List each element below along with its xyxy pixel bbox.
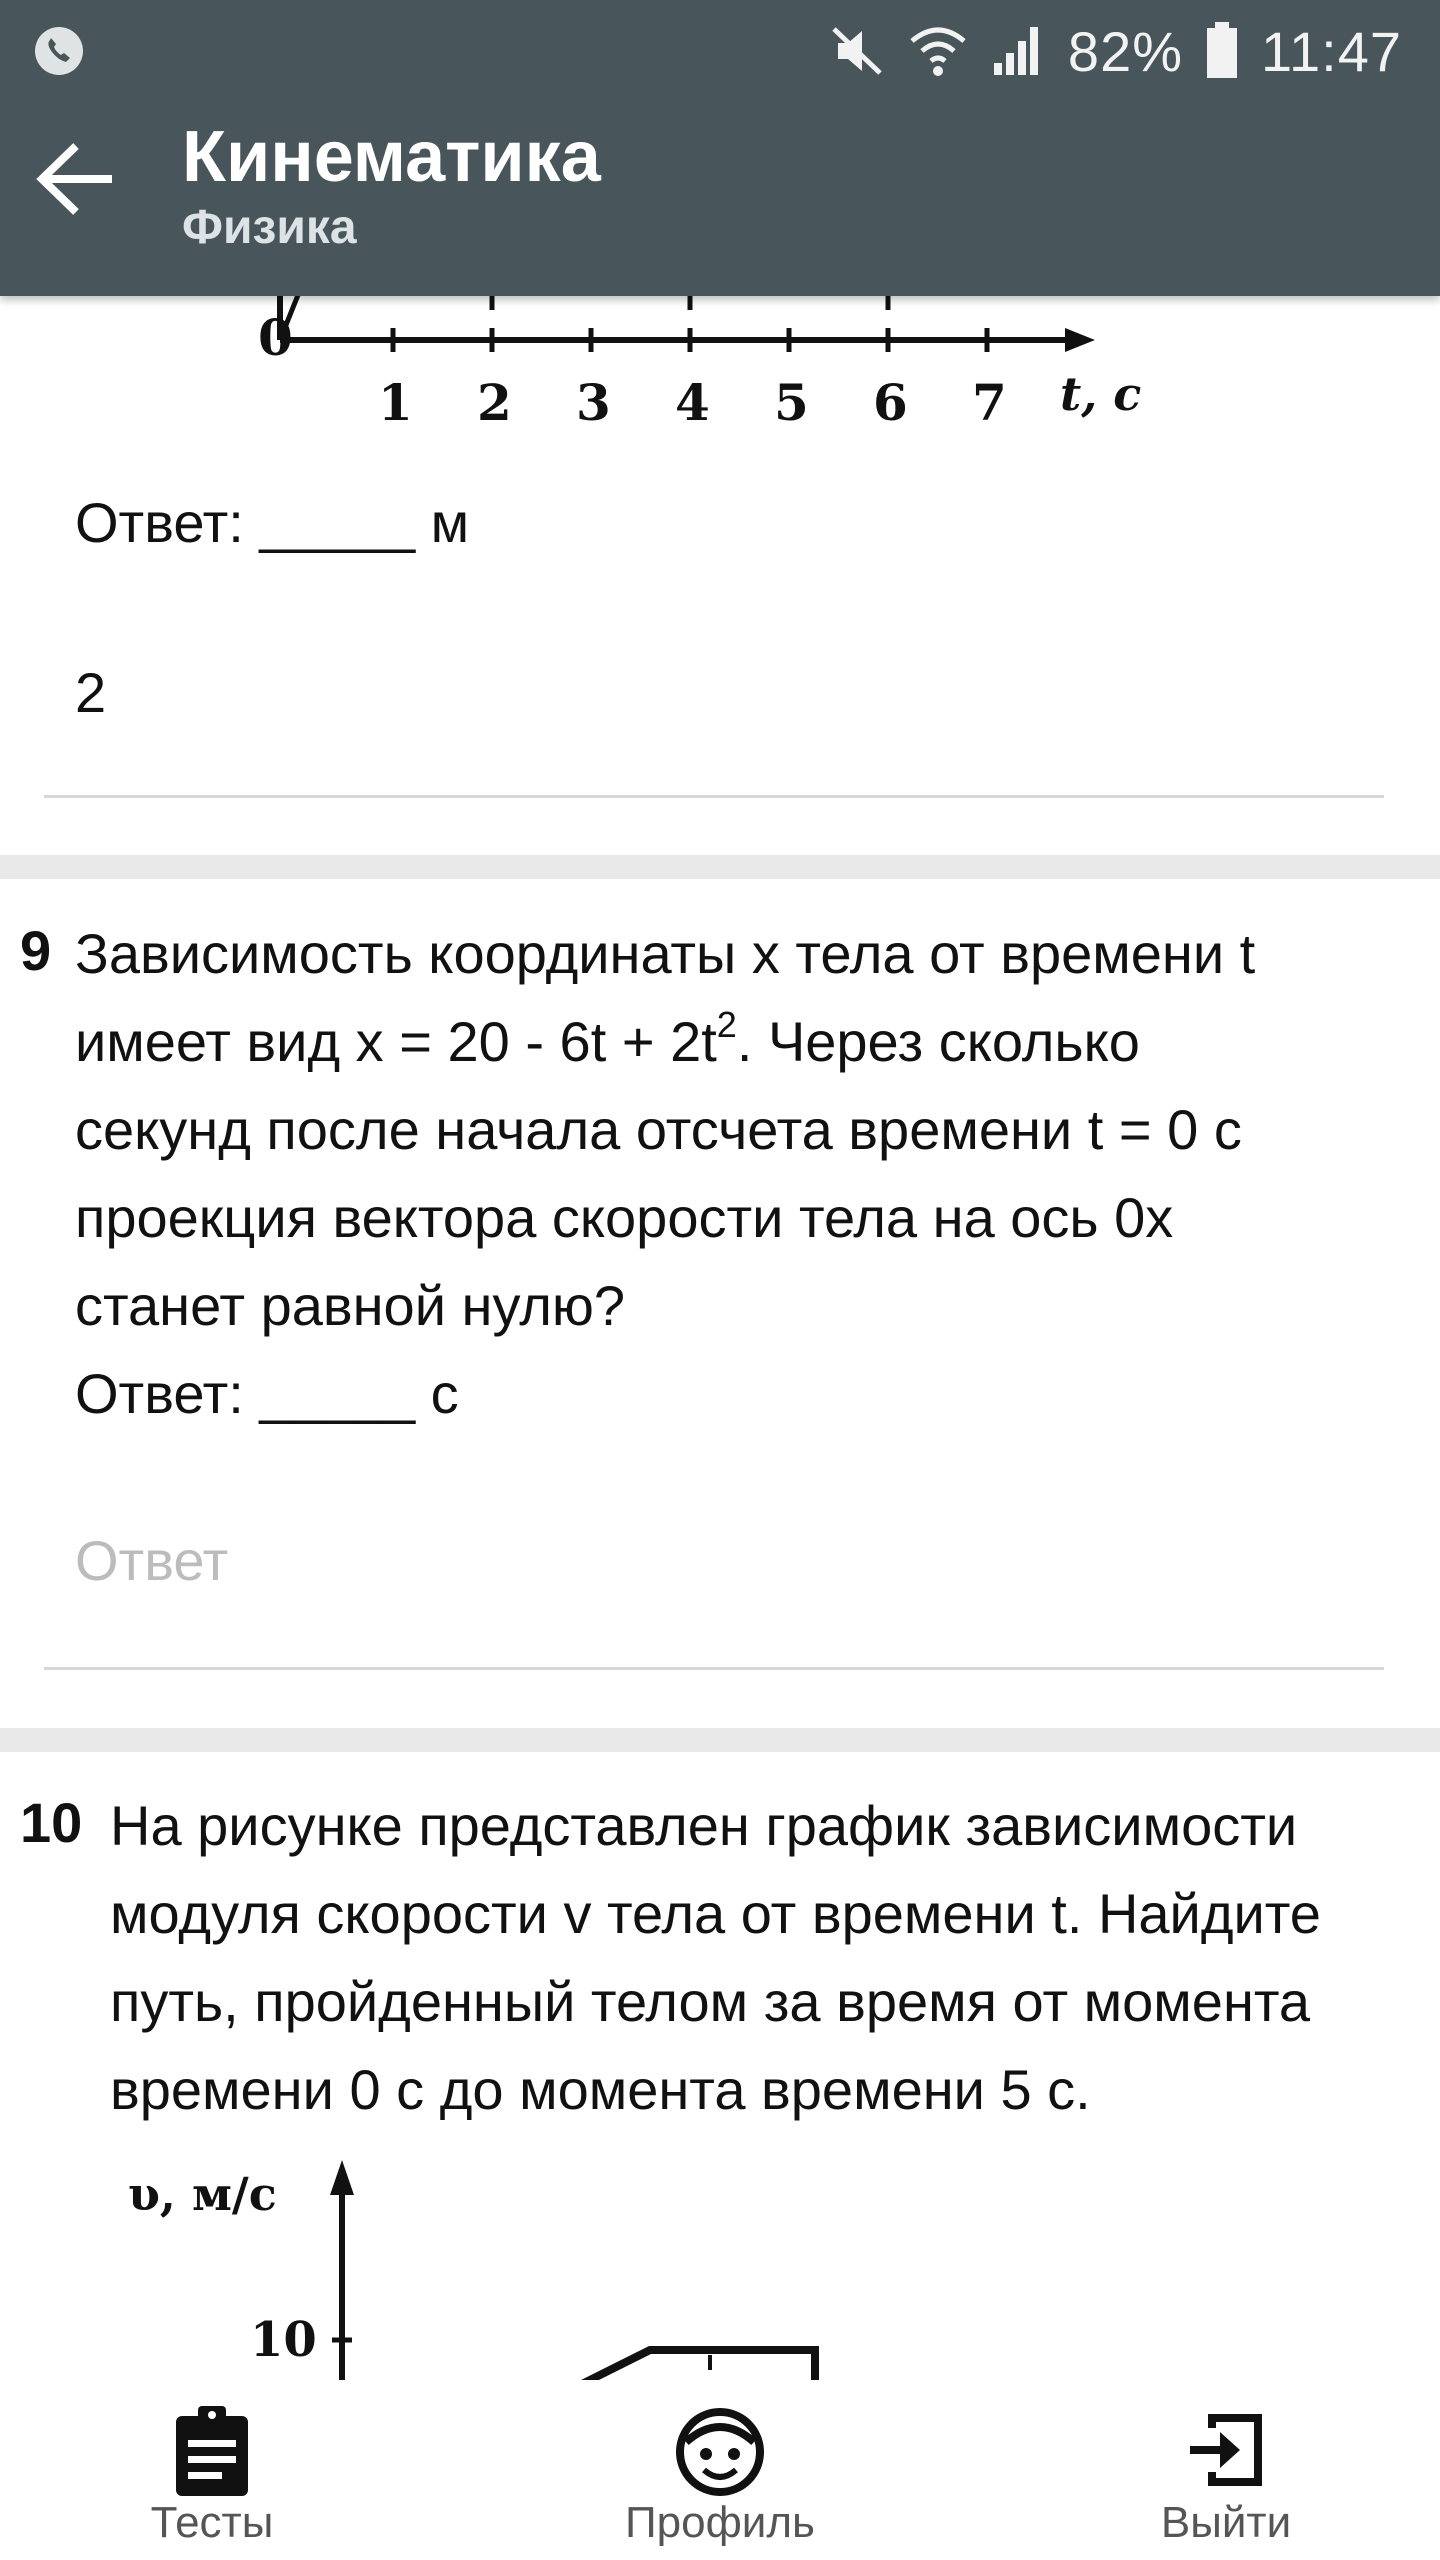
q8-x-arrow — [1065, 328, 1095, 352]
nav-logout[interactable] — [1076, 2380, 1376, 2560]
q9-number: 9 — [20, 919, 52, 982]
phone-call-icon — [34, 26, 84, 76]
nav-profile-label: Профиль — [625, 2498, 815, 2547]
q10-line-4: времени 0 с до момента времени 5 с. — [110, 2058, 1091, 2121]
nav-logout-label: Выйти — [1160, 2498, 1292, 2547]
q9-text — [75, 910, 1255, 1438]
card-separator — [0, 855, 1440, 879]
q8-answer-value[interactable]: 2 — [75, 661, 107, 724]
exit-icon — [1178, 2402, 1274, 2498]
q10-graph-line — [570, 2350, 815, 2380]
q9-line-3: секунд после начала отсчета времени t = 0 с — [75, 1098, 1242, 1161]
bottom-navigation — [0, 2380, 1440, 2560]
q9-line-2: имеет вид $x = 20 - 6t + 2t^2$. Через сколько — [75, 1004, 1140, 1073]
q8-axis-label: t, c — [1060, 367, 1142, 421]
q10-line-2: модуля скорости v тела от времени t. Найдите — [110, 1882, 1321, 1945]
battery-percent: 82% — [1067, 19, 1184, 83]
q9-exponent: 2 — [716, 1004, 737, 1045]
q10-y-tick-10: 10 — [250, 2312, 317, 2368]
q10-y-label: υ, м/с — [128, 2167, 277, 2221]
nav-tests-label: Тесты — [150, 2498, 274, 2547]
nav-tests[interactable] — [62, 2380, 362, 2560]
mute-icon — [830, 23, 886, 79]
clipboard-icon — [164, 2402, 260, 2498]
battery-icon — [1205, 22, 1239, 80]
wifi-icon — [908, 23, 968, 79]
q10-number: 10 — [20, 1791, 83, 1854]
q9-answer-input[interactable]: Ответ — [75, 1529, 229, 1592]
page-subtitle: Физика — [182, 201, 357, 254]
q10-y-arrow — [330, 2160, 354, 2195]
page-title: Кинематика — [182, 117, 601, 197]
q8-answer-label: Ответ: _____ м — [75, 491, 470, 554]
app-bar — [0, 0, 1440, 296]
q9-line-4: проекция вектора скорости тела на ось 0x — [75, 1186, 1174, 1249]
q10-text — [110, 1782, 1321, 2134]
card-separator — [0, 1728, 1440, 1752]
clock: 11:47 — [1261, 19, 1402, 83]
q10-line-1: На рисунке представлен график зависимости — [110, 1794, 1298, 1857]
signal-icon — [990, 23, 1046, 79]
q8-tick-5: 5 — [774, 373, 809, 432]
q8-tick-2: 2 — [477, 373, 512, 432]
q8-tick-0: 0 — [258, 308, 293, 367]
q8-tick-7: 7 — [972, 373, 1007, 432]
q9-answer-label: Ответ: _____ с — [75, 1362, 459, 1425]
q8-tick-3: 3 — [576, 373, 611, 432]
q9-answer-underline — [44, 1667, 1384, 1670]
q10-graph-image — [110, 2150, 870, 2380]
back-arrow-icon[interactable] — [34, 138, 116, 220]
nav-profile[interactable] — [570, 2380, 870, 2560]
face-icon — [672, 2402, 768, 2498]
q9-line-1: Зависимость координаты x тела от времени t — [75, 922, 1256, 985]
status-bar — [0, 0, 1440, 100]
q8-tick-4: 4 — [675, 373, 710, 432]
q8-tick-1: 1 — [378, 373, 413, 432]
q8-tick-6: 6 — [873, 373, 908, 432]
q9-line-5: станет равной нулю? — [75, 1274, 626, 1337]
q8-answer-underline — [44, 795, 1384, 798]
q10-line-3: путь, пройденный телом за время от момента — [110, 1970, 1311, 2033]
